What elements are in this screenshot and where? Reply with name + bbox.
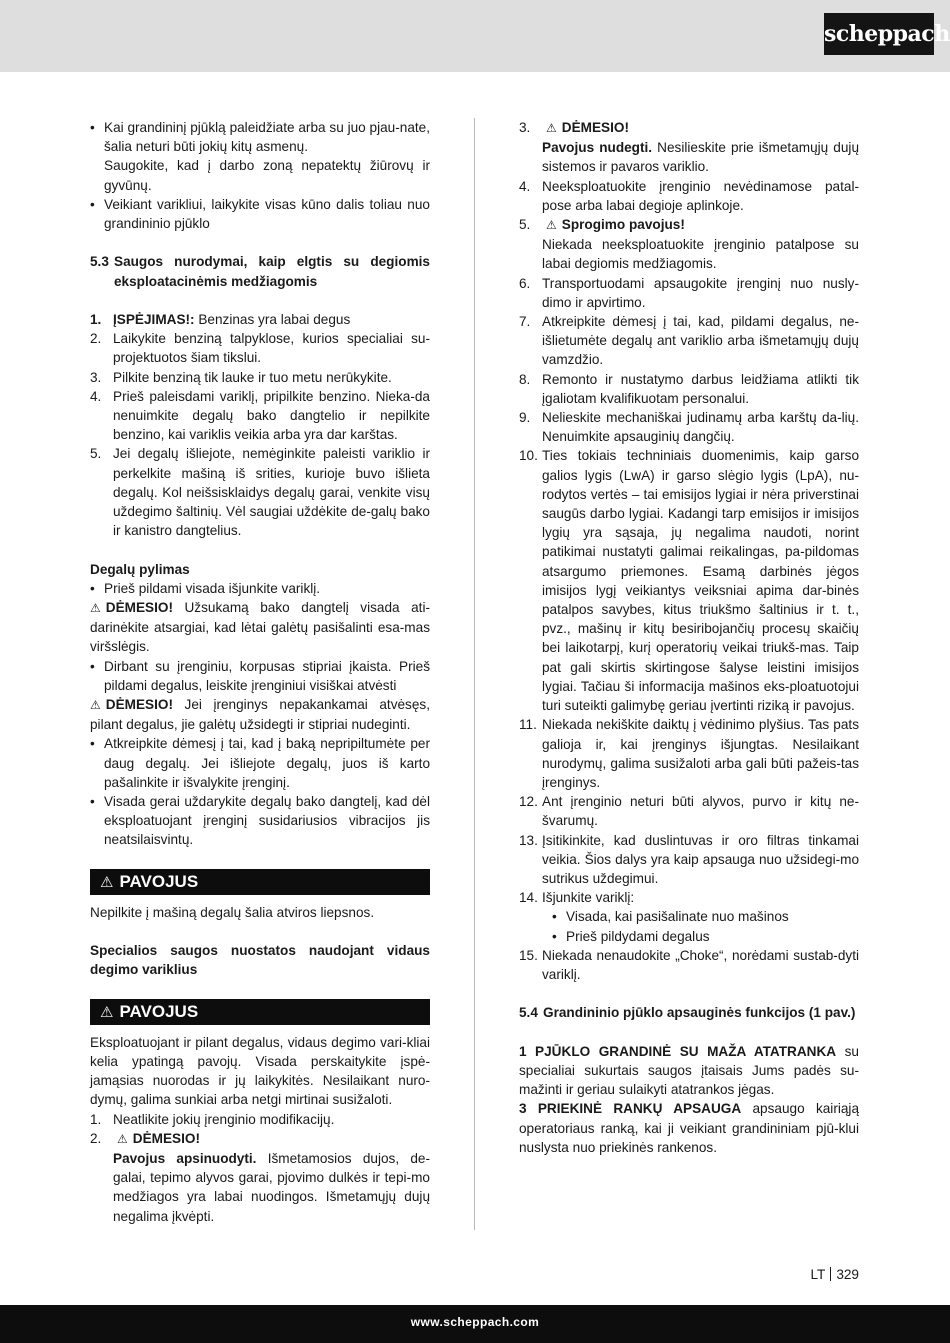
list-item xyxy=(90,329,430,367)
list-item xyxy=(90,310,430,329)
item-text: Benzinas yra labai degus xyxy=(194,312,351,327)
section-number: 5.3 xyxy=(90,254,109,270)
warning-triangle-icon: ⚠ xyxy=(117,1131,128,1146)
item-number: 14. xyxy=(519,890,538,906)
section-title: Saugos nurodymai, kaip elgtis su degiomis eksploatacinėmis medžiagomis xyxy=(114,254,430,289)
item-number: 2. xyxy=(90,1130,102,1146)
warning-text: Užsukamą bako dangtelį visada ati-darinėkite atsargiai, kad lėtai galėtų pasišalinti esa-mas viršslėgis. xyxy=(90,600,430,655)
warning-triangle-icon: ⚠ xyxy=(546,121,557,135)
item-text: Ant įrenginio neturi būti alyvos, purvo ir kitų ne-švarumų. xyxy=(542,794,859,829)
subheading: Degalų pylimas xyxy=(90,561,190,577)
list-item xyxy=(90,444,430,540)
item-text: Niekada nenaudokite „Choke“, norėdami sustab-dyti variklį. xyxy=(542,947,859,982)
warning-triangle-icon: ⚠ xyxy=(90,698,101,713)
item-text: Pilkite benziną tik lauke ir tuo metu nerūkykite. xyxy=(113,369,392,385)
item-text: Išjunkite variklį: xyxy=(542,890,635,906)
feature-label: 1 PJŪKLO GRANDINĖ SU MAŽA ATATRANKA xyxy=(519,1043,837,1059)
item-number: 12. xyxy=(519,794,538,810)
warning-label: DĖMESIO! xyxy=(105,697,173,713)
warning-text: Jei įrenginys nepakankamai atvėsęs, pilant degalus, jie galėtų užsidegti ir stipriai nudeginti. xyxy=(90,697,430,733)
list-item xyxy=(519,446,859,715)
list-item xyxy=(519,715,859,792)
left-column xyxy=(90,118,430,1226)
paragraph xyxy=(519,1042,859,1100)
item-text: Niekada nekiškite daiktų į vėdinimo plyšius. Tas pats galioja ir, kai įrenginys išjungtas. Nesilaikant nurodymų, galima susižaloti arba gali būti pažeis-tas įrenginys. xyxy=(542,717,859,790)
item-number: 1. xyxy=(90,1111,102,1127)
warning-label: DĖMESIO! xyxy=(105,600,173,616)
paragraph xyxy=(519,1099,859,1157)
list-item: • Dirbant su įrenginiu, korpusas stipriai įkaista. Prieš pildami degalus, leiskite įrenginiui visiškai atvėsti xyxy=(90,657,430,695)
item-number: 8. xyxy=(519,371,531,387)
warning-paragraph xyxy=(90,695,430,734)
item-number: 3. xyxy=(519,120,531,135)
list-item: • Veikiant varikliui, laikykite visas kūno dalis toliau nuo grandininio pjūklo xyxy=(90,195,430,233)
list-item xyxy=(90,387,430,445)
feature-label: 3 PRIEKINĖ RANKŲ APSAUGA xyxy=(519,1101,742,1117)
list-item xyxy=(90,368,430,387)
item-number: 5. xyxy=(90,446,102,462)
item-text: Nelieskite mechaniškai judinamų arba karštų da-lių. Nenuimkite apsauginių dangčių. xyxy=(542,410,859,445)
subheading: Specialios saugos nuostatos naudojant vidaus degimo variklius xyxy=(90,943,430,978)
header-bar xyxy=(0,0,950,72)
warning-triangle-icon: ⚠ xyxy=(90,601,101,616)
feature-text: apsaugo kairiąją operatoriaus ranką, kai ji veikiant grandininiam pjū-klui nuslysta nuo priekinės rankenos. xyxy=(519,1101,860,1155)
list-item xyxy=(90,1110,430,1129)
section-heading-5-4 xyxy=(519,1003,859,1022)
list-item xyxy=(519,831,859,889)
item-number: 15. xyxy=(519,947,538,963)
item-text: Nesilieskite prie išmetamųjų dujų sistemos ir pavaros variklio. xyxy=(542,140,860,175)
hazard-label: Pavojus nudegti. xyxy=(542,140,653,156)
list-item: • Kai grandininį pjūklą paleidžiate arba su juo pjau-nate, šalia neturi būti jokių kitų asmenų. xyxy=(90,118,430,156)
warning-paragraph xyxy=(90,598,430,657)
website-link[interactable]: www.scheppach.com xyxy=(410,1315,540,1329)
section-title: Grandininio pjūklo apsauginės funkcijos (1 pav.) xyxy=(543,1005,856,1021)
paragraph: Nepilkite į mašiną degalų šalia atviros liepsnos. xyxy=(90,904,375,920)
item-number: 6. xyxy=(519,275,531,291)
list-item xyxy=(519,408,859,446)
item-number: 7. xyxy=(519,314,531,330)
item-text: Neeksploatuokite įrenginio nevėdinamose patal-pose arba labai degioje aplinkoje. xyxy=(542,178,859,213)
section-heading-5-3 xyxy=(90,252,430,290)
warning-triangle-icon: ⚠ xyxy=(100,1003,114,1021)
page-number xyxy=(810,1265,859,1284)
column-divider xyxy=(474,118,475,1230)
item-text: Išmetamosios dujos, de-galai, tepimo alyvos garai, pjovimo dulkės ir tepi-mo medžiagos yra labai nuodingos. Išmetamųjų dujų negalima įkvėpti. xyxy=(113,1151,430,1224)
item-number: 11. xyxy=(519,717,537,733)
list-item xyxy=(519,215,859,274)
item-number: 9. xyxy=(519,410,531,426)
item-text: Transportuodami apsaugokite įrenginį nuo nusly-dimo ir apvirtimo. xyxy=(542,275,859,310)
item-text: Jei degalų išliejote, nemėginkite paleisti variklio ir perkelkite mašiną iš srities, kurioje buvo išlieta degalų. Kol neišsisklaidys degalų garai, venkite visų uždegimo šaltinių. Vėl saugiai uždėkite de-galų bako ir kanistro dangtelius. xyxy=(113,446,430,539)
item-number: 2. xyxy=(90,331,102,347)
danger-banner xyxy=(90,999,430,1025)
danger-label: PAVOJUS xyxy=(119,1001,199,1021)
list-item: • Prieš pildami visada išjunkite variklį. xyxy=(90,579,430,598)
list-item xyxy=(519,312,859,370)
list-item: • Visada gerai uždarykite degalų bako dangtelį, kad dėl eksploatuojant įrenginį susidariusios vibracijos jis neatsilaisvintų. xyxy=(90,792,430,850)
list-item xyxy=(519,118,859,177)
warning-label: DĖMESIO! xyxy=(132,1130,200,1146)
item-number: 1. xyxy=(90,312,102,327)
footer-bar xyxy=(0,1305,950,1343)
section-number: 5.4 xyxy=(519,1005,538,1021)
warning-triangle-icon: ⚠ xyxy=(100,873,114,891)
right-column xyxy=(519,118,859,1157)
warning-triangle-icon: ⚠ xyxy=(546,218,557,233)
item-number: 10. xyxy=(519,448,538,464)
item-number: 4. xyxy=(90,388,102,404)
list-item: • Atkreipkite dėmesį į tai, kad į baką nepripiltumėte per daug degalų. Jei išliejote degalų, juos iš karto pašalinkite ir išvalykite įrenginį. xyxy=(90,734,430,792)
danger-label: PAVOJUS xyxy=(119,871,199,891)
paragraph: Eksploatuojant ir pilant degalus, vidaus degimo vari-kliai kelia ypatingą pavojų. Visada perskaitykite įspė-jamąsias nuorodas ir jų laikykitės. Nesilaikant nuro-dymų, galima sunkiai arba netgi mirtinai susižaloti. xyxy=(90,1034,430,1108)
item-text: Ties tokiais techniniais duomenimis, kaip garso galios lygis (LwA) ir garso slėgio lygis (LpA), nu-rodytos vertės – tai emisijos lygiai ir nėra priverstinai saugūs darbo lygiai. Kadangi tarp emisijos ir imisijos lygių yra sąsaja, jų negalima naudoti, norint patikimai nustatyti galimai reikalingas, pa-pildomas atsargumo priemones. Esamą darbinės jėgos imisijos lygį veikiantys veiksniai apima dar-binės patalpos savybes, kitus triukšmo šaltinius ir t. t., pvz., mašinų ir kitų besiribojančių procesų skaičių bei laikotarpį, kurį operatorių veikai triukš-mas. Taip pat gali skirtis skirtingose šalyse leistini imisijos lygiai. Tačiau ši informacija mašinos eks-ploatuotojui turi suteikti galimybę geriau įvertinti riziką ir pavojus. xyxy=(542,448,859,714)
item-text: Įsitikinkite, kad duslintuvas ir oro filtras tinkamai veikia. Šios dalys yra kaip apsauga nuo užsidegi-mo sutrikus uždegimui. xyxy=(542,832,859,886)
sub-list-item: • Prieš pildydami degalus xyxy=(542,927,859,946)
item-number: 13. xyxy=(519,832,538,848)
hazard-label: Pavojus apsinuodyti. xyxy=(113,1151,257,1167)
page-index: 329 xyxy=(836,1267,859,1282)
list-item xyxy=(519,370,859,408)
list-item xyxy=(90,1129,430,1226)
list-item xyxy=(519,888,859,946)
warning-label: DĖMESIO! xyxy=(561,120,629,135)
item-text: Niekada neeksploatuokite įrenginio patalpose su labai degiomis medžiagomis. xyxy=(542,237,859,272)
paragraph: Saugokite, kad į darbo zoną nepatektų žiūrovų ir gyvūnų. xyxy=(104,158,430,193)
danger-banner xyxy=(90,869,430,895)
sub-list-item: • Visada, kai pasišalinate nuo mašinos xyxy=(542,907,859,926)
feature-text: su specialiai sukurtais saugos įtaisais Jums padės su-mažinti ir geriau sulaikyti atatrankos jėgas. xyxy=(519,1043,859,1098)
item-text: Prieš paleisdami variklį, pripilkite benzino. Nieka-da nenuimkite degalų bako dangtelio ir nepilkite benzino, kai variklis veikia arba yra dar karštas. xyxy=(113,388,430,443)
language-code: LT xyxy=(810,1267,826,1282)
item-text: Remonto ir nustatymo darbus leidžiama atlikti tik įgaliotam kvalifikuotam personalui. xyxy=(542,371,859,406)
brand-logo: scheppach xyxy=(824,13,934,55)
item-number: 5. xyxy=(519,217,531,233)
list-item xyxy=(519,177,859,215)
item-number: 4. xyxy=(519,178,531,194)
list-item xyxy=(519,792,859,830)
item-number: 3. xyxy=(90,369,102,385)
list-item xyxy=(519,274,859,312)
list-item xyxy=(519,946,859,984)
item-text: Laikykite benziną talpyklose, kurios specialiai su-projektuotos šiam tikslui. xyxy=(113,331,430,366)
item-text: Atkreipkite dėmesį į tai, kad, pildami degalus, ne-išlietumėte degalų ant variklio arba išmetamųjų dujų vamzdžio. xyxy=(542,314,859,368)
warning-label: ĮSPĖJIMAS!: xyxy=(113,312,195,327)
item-text: Neatlikite jokių įrenginio modifikacijų. xyxy=(113,1111,335,1127)
warning-label: Sprogimo pavojus! xyxy=(561,217,685,233)
